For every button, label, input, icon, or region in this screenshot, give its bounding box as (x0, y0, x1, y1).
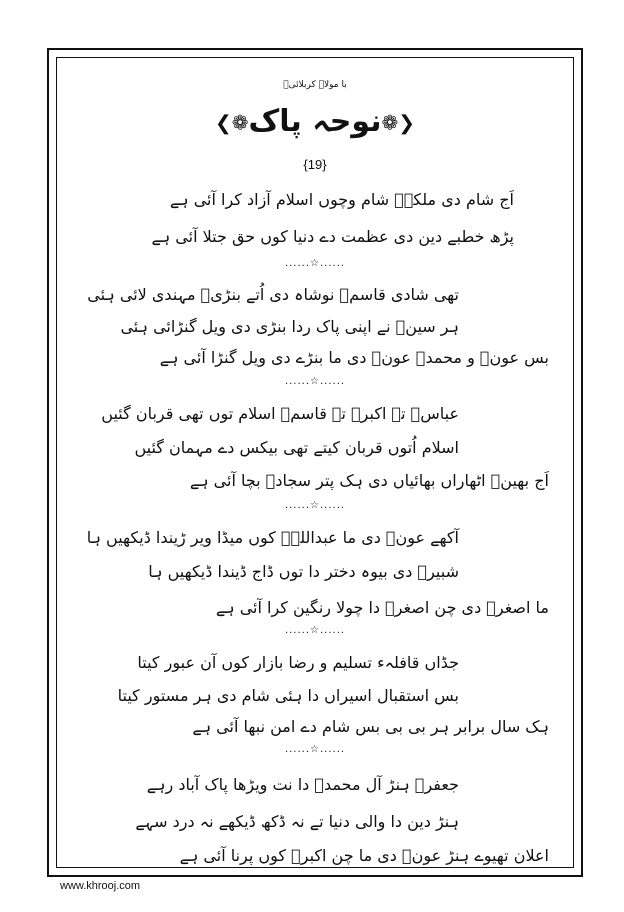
verse-line: اعلان تھیوے ہنڑ عونؑ دی ما چن اکبرؑ کوں پرنا آئی ہے (179, 846, 549, 865)
invocation: با مولاؑ کربلائیؑ (283, 80, 347, 90)
verse-line: بس عونؑ و محمدؑ عونؑ دی ما بنڑے دی ویل گنڑا آئی ہے (159, 348, 549, 367)
stanza-separator: ......☆...... (284, 500, 346, 511)
verse-line: اسلام اُتوں قربان کیتے تھی بیکس دے مہمان گئیں (134, 438, 459, 457)
verse-line: جڈاں قافلہء تسلیم و رضا بازار کوں آن عبور کیتا (137, 653, 459, 672)
stanza-separator: ......☆...... (284, 376, 346, 387)
verse-line: تھی شادی قاسمؑ نوشاہ دی اُتے بنڑیؑ مہندی لائی ہئی (87, 285, 459, 304)
title-text: نوحہ پاک (248, 104, 382, 139)
stanza-separator: ......☆...... (284, 744, 346, 755)
verse-line: عباسؑ تے اکبرؑ تے قاسمؑ اسلام توں تھی قربان گئیں (101, 404, 459, 423)
verse-line: شبیرؑ دی بیوہ دختر دا توں ڈاج ڈیندا ڈیکھیں ہا (148, 562, 459, 581)
stanza-separator: ......☆...... (284, 625, 346, 636)
verse-line: اَج شام دی ملکہؑ شام وچوں اسلام آزاد کرا آئی ہے (169, 190, 514, 209)
stanza-separator: ......☆...... (284, 258, 346, 269)
verse-line: اَج بھینؑ اٹھاراں بھائیاں دی ہک پتر سجادؑ بچا آئی ہے (189, 471, 549, 490)
title-ornament-left-icon: ❮❁ (215, 110, 249, 135)
verse-line: بس استقبال اسیراں دا ہئی شام دی ہر مستور کیتا (117, 686, 459, 705)
website-footer: www.khrooj.com (60, 880, 141, 892)
verse-line: ہک سال برابر ہر بی بی بس شام دے امن نبھا آئی ہے (192, 717, 549, 736)
verse-line: ہر سینؑ نے اپنی پاک ردا بنڑی دی ویل گنڑائی ہئی (120, 317, 459, 336)
verse-line: آکھے عونؑ دی ما عبداللہؑ کوں میڈا ویر ڑیندا ڈیکھیں ہا (86, 528, 459, 547)
poem-number: {19} (303, 157, 327, 172)
title-ornament-right-icon: ❁❯ (381, 110, 415, 135)
verse-line: پڑھ خطبے دین دی عظمت دے دنیا کوں حق جتلا آئی ہے (151, 227, 514, 246)
verse-line: جعفرؑ ہنڑ آل محمدؑ دا نت ویڑھا پاک آباد رہے (146, 775, 459, 794)
verse-line: ہنڑ دین دا والی دنیا تے نہ ڈکھ ڈیکھے نہ درد سہے (135, 812, 459, 831)
page-title (56, 104, 574, 139)
verse-line: ما اصغرؑ دی چن اصغرؑ دا چولا رنگین کرا آئی ہے (215, 598, 549, 617)
